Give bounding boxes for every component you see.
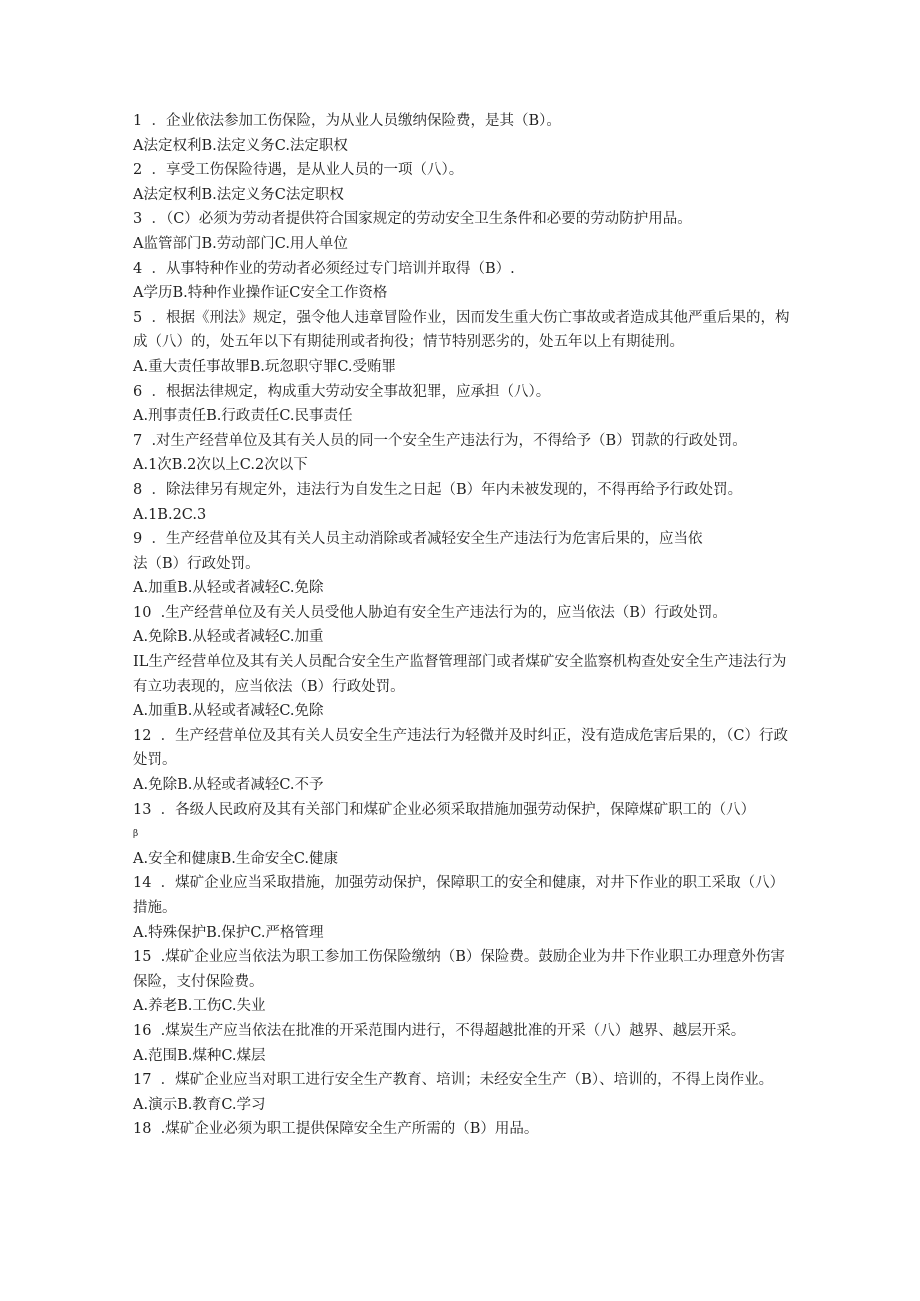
options-15: A.养老B.工伤C.失业 bbox=[133, 998, 266, 1015]
question-4: 4 ．从事特种作业的劳动者必须经过专门培训并取得（B）. bbox=[133, 260, 515, 277]
options-14: A.特殊保护B.保护C.严格管理 bbox=[133, 924, 324, 941]
options-7: A.1次B.2次以上C.2次以下 bbox=[133, 457, 308, 474]
options-9: A.加重B.从轻或者减轻C.免除 bbox=[133, 580, 324, 597]
options-10: A.免除B.从轻或者减轻C.加重 bbox=[133, 629, 324, 646]
question-8: 8 ．除法律另有规定外，违法行为自发生之日起（B）年内未被发现的，不得再给予行政处罚。 bbox=[133, 481, 743, 498]
stray-mark: β bbox=[133, 829, 139, 840]
options-6: A.刑事责任B.行政责任C.民事责任 bbox=[133, 408, 353, 425]
options-8: A.1B.2C.3 bbox=[133, 506, 207, 523]
question-17: 17 ．煤矿企业应当对职工进行安全生产教育、培训；未经安全生产（B）、培训的，不得上岗作业。 bbox=[133, 1072, 774, 1089]
question-3: 3 ．（C）必须为劳动者提供符合国家规定的劳动安全卫生条件和必要的劳动防护用品。 bbox=[133, 211, 692, 228]
question-10: 10 .生产经营单位及有关人员受他人胁迫有安全生产违法行为的，应当依法（B）行政处罚。 bbox=[133, 604, 727, 621]
question-15: 15 .煤矿企业应当依法为职工参加工伤保险缴纳（B）保险费。鼓励企业为井下作业职工办理意外伤害保险，支付保险费。 bbox=[133, 949, 785, 990]
question-18: 18 .煤矿企业必须为职工提供保障安全生产所需的（B）用品。 bbox=[133, 1121, 539, 1138]
question-14: 14 ．煤矿企业应当采取措施，加强劳动保护，保障职工的安全和健康，对井下作业的职工采取（八）措施。 bbox=[133, 875, 785, 916]
question-7: 7 .对生产经营单位及其有关人员的同一个安全生产违法行为，不得给予（B）罚款的行政处罚。 bbox=[133, 432, 747, 449]
question-6: 6 ．根据法律规定，构成重大劳动安全事故犯罪，应承担（八）。 bbox=[133, 383, 551, 400]
question-5: 5 ．根据《刑法》规定，强令他人违章冒险作业，因而发生重大伤亡事故或者造成其他严重后果的，构成（八）的，处五年以下有期徒刑或者拘役；情节特别恶劣的，处五年以上有期徒刑。 bbox=[133, 309, 790, 351]
options-12: A.免除B.从轻或者减轻C.不予 bbox=[133, 777, 324, 794]
options-16: A.范围B.煤种C.煤层 bbox=[133, 1047, 266, 1064]
question-9: 9 ．生产经营单位及其有关人员主动消除或者减轻安全生产违法行为危害后果的，应当依 bbox=[133, 531, 703, 548]
options-4: A学历B.特种作业操作证C安全工作资格 bbox=[133, 285, 388, 302]
options-11: A.加重B.从轻或者减轻C.免除 bbox=[133, 703, 324, 720]
options-2: A法定权利B.法定义务C法定职权 bbox=[133, 186, 344, 203]
question-13: 13 ．各级人民政府及其有关部门和煤矿企业必须采取措施加强劳动保护，保障煤矿职工的（八） bbox=[133, 801, 756, 818]
options-1: A法定权利B.法定义务C.法定职权 bbox=[133, 137, 348, 154]
question-16: 16 .煤炭生产应当依法在批准的开采范围内进行，不得超越批准的开采（八）越界、越层开采。 bbox=[133, 1022, 746, 1039]
question-12: 12 ．生产经营单位及其有关人员安全生产违法行为轻微并及时纠正，没有造成危害后果的，（C）行政处罚。 bbox=[133, 727, 789, 769]
options-5: A.重大责任事故罪B.玩忽职守罪C.受贿罪 bbox=[133, 358, 397, 375]
options-3: A监管部门B.劳动部门C.用人单位 bbox=[133, 235, 348, 252]
question-1: 1 ．企业依法参加工伤保险，为从业人员缴纳保险费，是其（B）。 bbox=[133, 113, 561, 129]
document-body bbox=[133, 109, 798, 1142]
question-9-continued: 法（B）行政处罚。 bbox=[133, 555, 260, 572]
question-2: 2 ．享受工伤保险待遇，是从业人员的一项（八）。 bbox=[133, 162, 464, 179]
options-17: A.演示B.教育C.学习 bbox=[133, 1096, 266, 1113]
question-11: IL生产经营单位及其有关人员配合安全生产监督管理部门或者煤矿安全监察机构查处安全生产违法行为有立功表现的，应当依法（B）行政处罚。 bbox=[133, 654, 787, 695]
options-13: A.安全和健康B.生命安全C.健康 bbox=[133, 850, 339, 867]
